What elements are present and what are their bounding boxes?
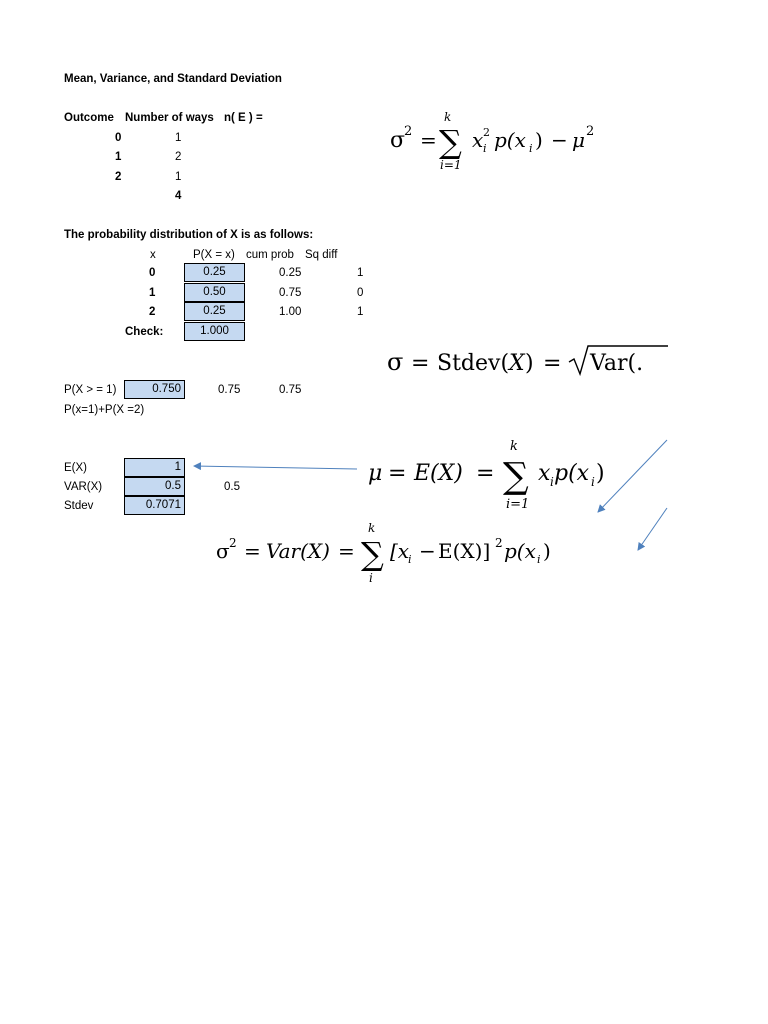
cumprob-cell: 0.75 (279, 287, 302, 299)
x-cell: 2 (149, 306, 156, 318)
var-label: VAR(X) (64, 481, 103, 493)
sigma-sum-icon: ∑ (503, 456, 529, 497)
x-header: x (150, 249, 156, 261)
formula-eq: = (476, 461, 495, 486)
formula-p: p(x (554, 461, 590, 486)
ways-total: 4 (175, 190, 182, 202)
prob-query-extra: 0.75 (279, 384, 302, 396)
formula-close: ) (543, 539, 551, 563)
cumprob-cell: 0.25 (279, 267, 302, 279)
formula-bracket: [x (390, 539, 410, 563)
sum-lower: i=1 (440, 158, 462, 172)
formula-eq: = (543, 351, 562, 376)
sd-label: Stdev (64, 500, 94, 512)
formula-minus: − (419, 539, 436, 563)
distribution-intro: The probability distribution of X is as follows: (64, 229, 314, 241)
formula-x: X (509, 351, 525, 376)
check-label: Check: (125, 326, 164, 338)
ne-header: n( E ) = (224, 112, 263, 124)
formula-p: p(x (494, 128, 526, 152)
cumprob-cell: 1.00 (279, 306, 302, 318)
formula-ex: E(X) (414, 461, 463, 486)
formula-exp: 2 (586, 124, 595, 139)
sqdiff-header: Sq diff (305, 249, 338, 261)
prob-query-label: P(X > = 1) (64, 384, 117, 396)
ways-cell: 1 (175, 171, 182, 183)
prob-cell[interactable]: 0.25 (184, 302, 245, 321)
page-title: Mean, Variance, and Standard Deviation (64, 73, 282, 85)
formula-sub: i (537, 553, 541, 566)
formula-sub: i (483, 142, 487, 155)
x-cell: 1 (149, 287, 156, 299)
formula-close: ) (535, 128, 543, 152)
ex-label: E(X) (64, 462, 87, 474)
formula-stdev: Stdev( (437, 351, 510, 376)
outcome-cell: 0 (115, 132, 122, 144)
prob-header: P(X = x) (193, 249, 235, 261)
formula-sub: i (408, 553, 412, 566)
formula-sub: i (529, 142, 533, 155)
ex-value[interactable]: 1 (124, 458, 185, 477)
sum-lower: i (369, 571, 373, 585)
sum-upper: k (510, 439, 518, 454)
sum-upper: k (444, 110, 452, 124)
formula-eq: = (420, 128, 437, 152)
formula-sigma: σ (390, 128, 406, 153)
arrow-to-ex (194, 466, 357, 469)
prob-query-value[interactable]: 0.750 (124, 380, 185, 399)
var-value[interactable]: 0.5 (124, 477, 185, 496)
sum-upper: k (368, 521, 376, 535)
sqdiff-cell: 1 (357, 267, 364, 279)
formula-sigma: σ (216, 539, 230, 563)
formula-eq: = (411, 351, 430, 376)
outcome-cell: 1 (115, 151, 122, 163)
prob-cell[interactable]: 0.50 (184, 283, 245, 302)
formula-x: x (538, 461, 551, 486)
outcome-cell: 2 (115, 171, 122, 183)
prob-query-extra: 0.75 (218, 384, 241, 396)
arrow-diagonal-1 (598, 440, 667, 512)
formula-sub: i (550, 475, 554, 489)
ways-header: Number of ways (125, 112, 214, 124)
formula-eq: = (244, 539, 261, 563)
formula-exp: 2 (229, 536, 237, 550)
sigma-sum-icon: ∑ (361, 535, 384, 573)
formula-var: Var(. (590, 351, 644, 376)
formula-x: x (472, 128, 484, 152)
prob-query-note: P(x=1)+P(X =2) (64, 404, 145, 416)
sigma-sum-icon: ∑ (439, 123, 462, 161)
formula-ex: E(X)] (438, 539, 491, 563)
formula-exp: 2 (404, 124, 413, 139)
formula-exp: 2 (495, 536, 503, 550)
formula-eq: = (338, 539, 355, 563)
arrow-diagonal-2 (638, 508, 667, 550)
formula-close: ) (596, 461, 605, 486)
prob-cell[interactable]: 0.25 (184, 263, 245, 282)
formula-close: ) (525, 351, 534, 376)
sqdiff-cell: 1 (357, 306, 364, 318)
formula-minus: − (551, 128, 568, 152)
outcome-header: Outcome (64, 112, 114, 124)
ways-cell: 2 (175, 151, 182, 163)
cumprob-header: cum prob (246, 249, 294, 261)
formula-p: p(x (504, 539, 536, 563)
formula-mu: μ (572, 128, 585, 152)
formula-exp: 2 (483, 126, 490, 139)
x-cell: 0 (149, 267, 156, 279)
check-value[interactable]: 1.000 (184, 322, 245, 341)
ways-cell: 1 (175, 132, 182, 144)
sd-value[interactable]: 0.7071 (124, 496, 185, 515)
sqdiff-cell: 0 (357, 287, 364, 299)
formula-sub: i (591, 475, 595, 489)
formula-eq: = (388, 461, 407, 486)
formula-mu: μ (368, 461, 383, 486)
formula-sigma: σ (387, 348, 404, 376)
sum-lower: i=1 (506, 497, 530, 512)
var-extra: 0.5 (224, 481, 240, 493)
formula-var: Var(X) (266, 539, 330, 563)
